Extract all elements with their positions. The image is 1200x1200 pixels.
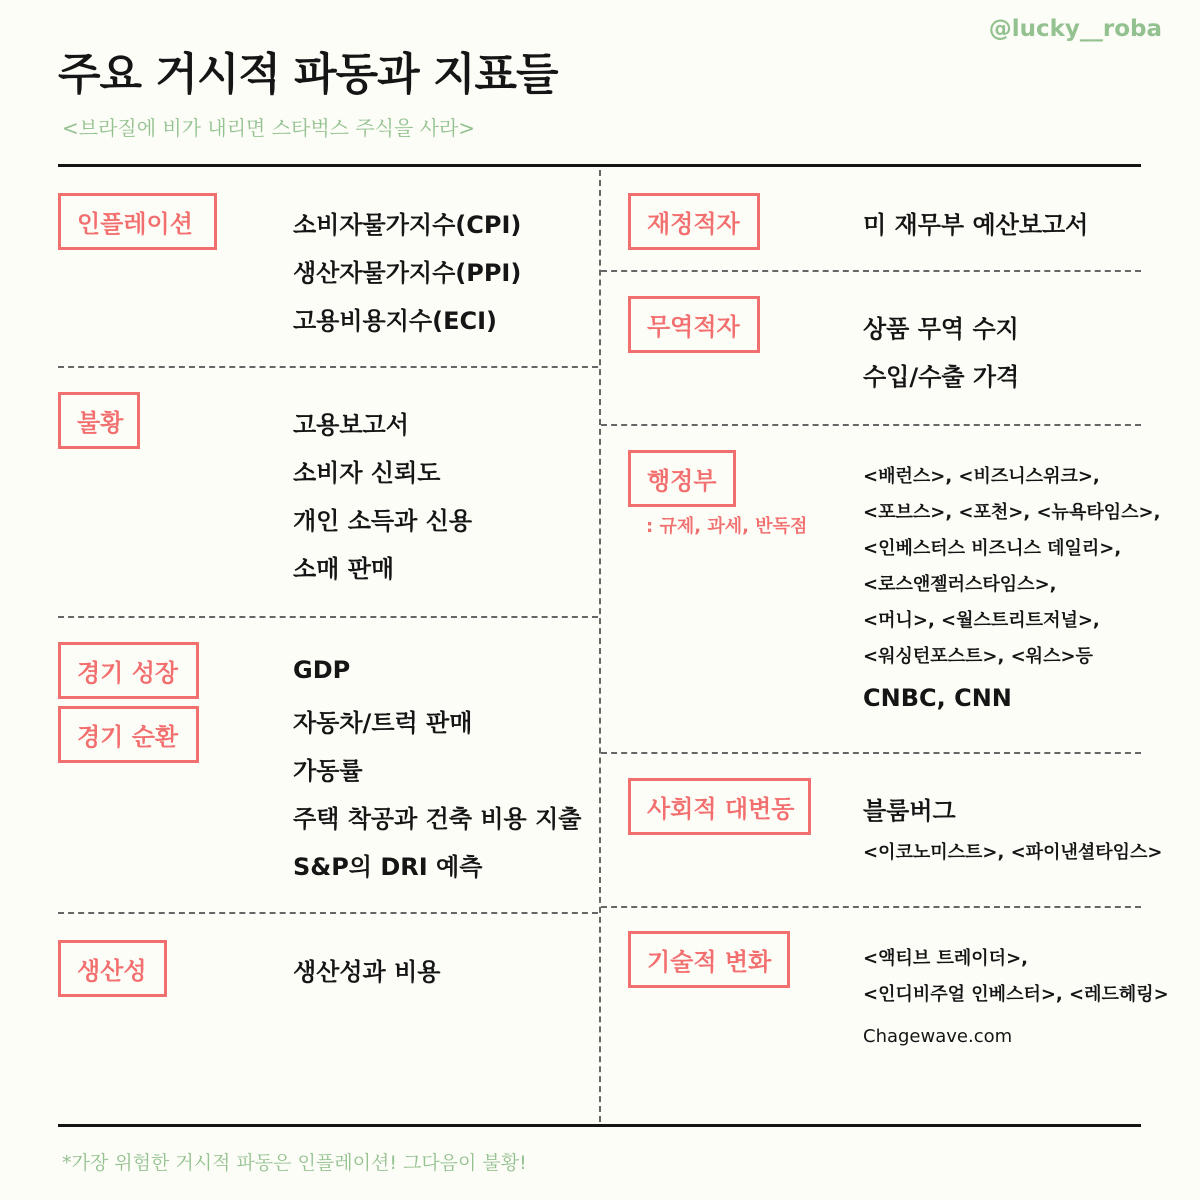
right-divider-4 <box>601 906 1141 908</box>
left-divider-2 <box>58 616 598 618</box>
admin-tv: CNBC, CNN <box>863 684 1012 712</box>
admin-media-2: <포브스>, <포천>, <뉴욕타임스>, <box>863 502 1161 523</box>
right-divider-1 <box>601 270 1141 272</box>
bottom-rule <box>58 1124 1141 1127</box>
page-subtitle: <브라질에 비가 내리면 스타벅스 주식을 사라> <box>62 116 476 140</box>
recession-item-3: 개인 소득과 신용 <box>293 507 472 535</box>
admin-media-5: <머니>, <월스트리트저널>, <box>863 610 1100 631</box>
tech-item-2: <인디비주얼 인베스터>, <레드헤링> <box>863 984 1169 1005</box>
recession-item-4: 소매 판매 <box>293 555 395 583</box>
trade-item-2: 수입/수출 가격 <box>863 363 1020 391</box>
growth-item-2: 자동차/트럭 판매 <box>293 709 473 737</box>
tag-administration: 행정부 <box>628 450 736 507</box>
social-item-2: <이코노미스트>, <파이낸셜타임스> <box>863 842 1163 863</box>
recession-item-2: 소비자 신뢰도 <box>293 459 441 487</box>
growth-item-1: GDP <box>293 656 351 684</box>
footer-note: *가장 위험한 거시적 파동은 인플레이션! 그다음이 불황! <box>62 1152 527 1174</box>
growth-item-3: 가동률 <box>293 757 363 785</box>
top-rule <box>58 164 1141 167</box>
tag-business-cycle: 경기 순환 <box>58 706 199 763</box>
center-divider <box>599 170 601 1122</box>
inflation-item-eci: 고용비용지수(ECI) <box>293 307 497 335</box>
tag-social-upheaval: 사회적 대변동 <box>628 778 811 835</box>
admin-media-1: <배런스>, <비즈니스위크>, <box>863 466 1100 487</box>
tag-productivity: 생산성 <box>58 940 167 997</box>
admin-media-4: <로스앤젤러스타임스>, <box>863 574 1057 595</box>
tag-tech-change: 기술적 변화 <box>628 931 790 988</box>
left-divider-1 <box>58 366 598 368</box>
right-divider-3 <box>601 752 1141 754</box>
social-item-1: 블룸버그 <box>863 797 956 825</box>
tag-economic-growth: 경기 성장 <box>58 642 199 699</box>
right-divider-2 <box>601 424 1141 426</box>
inflation-item-ppi: 생산자물가지수(PPI) <box>293 259 522 287</box>
fiscal-item-1: 미 재무부 예산보고서 <box>863 211 1089 239</box>
trade-item-1: 상품 무역 수지 <box>863 315 1019 343</box>
productivity-item-1: 생산성과 비용 <box>293 958 441 986</box>
tech-item-1: <액티브 트레이더>, <box>863 948 1028 969</box>
recession-item-1: 고용보고서 <box>293 411 409 439</box>
administration-note: : 규제, 과세, 반독점 <box>646 516 808 537</box>
tag-fiscal-deficit: 재정적자 <box>628 193 760 250</box>
growth-item-4: 주택 착공과 건축 비용 지출 <box>293 805 582 833</box>
author-handle: @lucky__roba <box>988 16 1162 42</box>
tag-inflation: 인플레이션 <box>58 193 217 250</box>
page-title: 주요 거시적 파동과 지표들 <box>58 49 558 100</box>
admin-media-6: <워싱턴포스트>, <워스>등 <box>863 646 1093 667</box>
admin-media-3: <인베스터스 비즈니스 데일리>, <box>863 538 1122 559</box>
tag-recession: 불황 <box>58 392 140 449</box>
tech-item-3: Chagewave.com <box>863 1026 1013 1047</box>
left-divider-3 <box>58 912 598 914</box>
tag-trade-deficit: 무역적자 <box>628 296 760 353</box>
growth-item-5: S&P의 DRI 예측 <box>293 853 483 881</box>
inflation-item-cpi: 소비자물가지수(CPI) <box>293 211 522 239</box>
